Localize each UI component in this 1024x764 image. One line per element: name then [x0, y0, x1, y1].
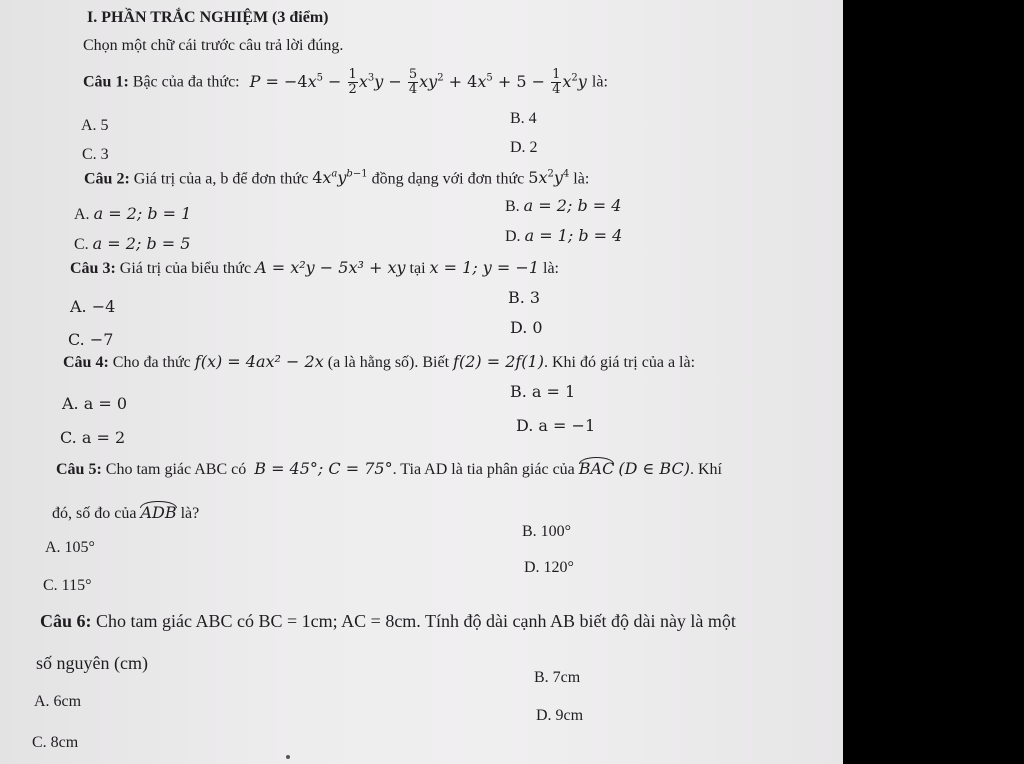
q6-option-d[interactable]: D. 9cm	[536, 707, 584, 724]
section-instruction: Chọn một chữ cái trước câu trả lời đúng.	[83, 37, 344, 54]
question-5-tail2: là?	[180, 505, 200, 522]
q6-option-b[interactable]: B. 7cm	[534, 669, 581, 686]
question-5-line-2	[52, 502, 199, 522]
q2-option-a-letter: A.	[74, 206, 90, 223]
q4-option-d[interactable]: D. a = −1	[516, 416, 596, 435]
question-3-condition: x = 1; y = −1	[429, 258, 539, 277]
question-6-line-2: số nguyên (cm)	[36, 653, 148, 673]
q2-option-b-letter: B.	[505, 198, 520, 215]
q3-option-c[interactable]: C. −7	[68, 330, 114, 349]
question-3	[70, 260, 559, 277]
question-2-mid: đồng dạng với đơn thức	[371, 170, 525, 188]
question-4	[63, 354, 695, 371]
q2-option-d-value: a = 1; b = 4	[524, 226, 623, 245]
angle-bac: BAC	[578, 459, 615, 478]
angle-adb: ADB	[140, 503, 177, 522]
q4-option-c[interactable]: C. a = 2	[60, 428, 126, 447]
question-5-condition: (D ∈ BC)	[618, 459, 690, 478]
question-4-text: Cho đa thức	[112, 354, 191, 371]
q5-option-d[interactable]: D. 120°	[524, 559, 574, 576]
question-4-label: Câu 4:	[63, 354, 109, 371]
q2-option-a[interactable]	[74, 206, 191, 223]
question-1-text: Bậc của đa thức:	[132, 73, 240, 91]
question-5-mid: . Tia AD là tia phân giác của	[392, 461, 575, 478]
question-3-at: tại	[409, 260, 426, 277]
question-4-paren: (a là hằng số). Biết	[327, 354, 450, 371]
q1-option-b[interactable]: B. 4	[510, 110, 537, 127]
question-2-monomial-2: $5x^2y^4$	[528, 168, 570, 188]
question-4-condition: f(2) = 2f(1)	[453, 352, 544, 371]
question-2-label: Câu 2:	[84, 170, 130, 188]
q1-option-a[interactable]: A. 5	[81, 117, 109, 134]
q6-option-c[interactable]: C. 8cm	[32, 734, 79, 751]
question-2	[84, 170, 589, 187]
question-6-label: Câu 6:	[40, 611, 92, 631]
question-1	[83, 68, 608, 96]
q2-option-c-letter: C.	[74, 236, 89, 253]
question-5-tail: . Khí	[689, 461, 722, 478]
q2-option-a-value: a = 2; b = 1	[93, 204, 192, 223]
q1-option-c[interactable]: C. 3	[82, 146, 109, 163]
question-4-expression: f(x) = 4ax² − 2x	[194, 352, 324, 371]
q4-option-b[interactable]: B. a = 1	[510, 382, 576, 401]
question-2-monomial-1: $4x^ay^{b-1}$	[312, 168, 368, 188]
question-6	[40, 612, 736, 630]
q2-option-d[interactable]	[505, 228, 622, 245]
section-title: I. PHẦN TRẮC NGHIỆM (3 điểm)	[87, 9, 329, 26]
q5-option-b[interactable]: B. 100°	[522, 523, 572, 540]
q2-option-c[interactable]	[74, 236, 190, 253]
question-6-text: Cho tam giác ABC có BC = 1cm; AC = 8cm. Tính độ dài cạnh AB biết độ dài này là một	[96, 611, 736, 631]
question-2-tail: là:	[573, 170, 590, 188]
q5-option-c[interactable]: C. 115°	[43, 577, 92, 594]
q2-option-d-letter: D.	[505, 228, 521, 245]
q3-option-d[interactable]: D. 0	[510, 318, 543, 337]
q4-option-a[interactable]: A. a = 0	[62, 394, 128, 413]
question-1-label: Câu 1:	[83, 73, 129, 91]
q3-option-b[interactable]: B. 3	[508, 288, 541, 307]
question-5-line2-text: đó, số đo của	[52, 505, 137, 522]
q5-option-a[interactable]: A. 105°	[45, 539, 95, 556]
question-2-text: Giá trị của a, b để đơn thức	[133, 170, 309, 188]
q2-option-c-value: a = 2; b = 5	[92, 234, 191, 253]
q6-option-a[interactable]: A. 6cm	[34, 693, 82, 710]
question-3-tail: là:	[543, 260, 559, 277]
question-4-tail: . Khi đó giá trị của a là:	[543, 354, 696, 371]
q1-option-d[interactable]: D. 2	[510, 139, 538, 156]
question-1-tail: là:	[591, 73, 608, 91]
question-5-angles: B = 45°; C = 75°	[254, 459, 393, 478]
question-5	[56, 458, 722, 478]
question-5-text: Cho tam giác ABC có	[105, 461, 247, 478]
q3-option-a[interactable]: A. −4	[70, 297, 116, 316]
question-3-text: Giá trị của biểu thức	[119, 260, 252, 277]
question-3-expression: A = x²y − 5x³ + xy	[255, 258, 406, 277]
question-5-label: Câu 5:	[56, 461, 102, 478]
q2-option-b-value: a = 2; b = 4	[523, 196, 622, 215]
q2-option-b[interactable]	[505, 198, 621, 215]
black-margin	[843, 0, 1024, 764]
paper-speck	[286, 755, 290, 759]
question-1-polynomial: $P = -4x^5$ − $\frac{1}{2}$ $x^3y$ − $\frac{5}{4}$ $xy^2 + 4x^5 + 5$ − $\frac{1}{4}$ $x^2y$	[249, 67, 587, 97]
question-3-label: Câu 3:	[70, 260, 116, 277]
